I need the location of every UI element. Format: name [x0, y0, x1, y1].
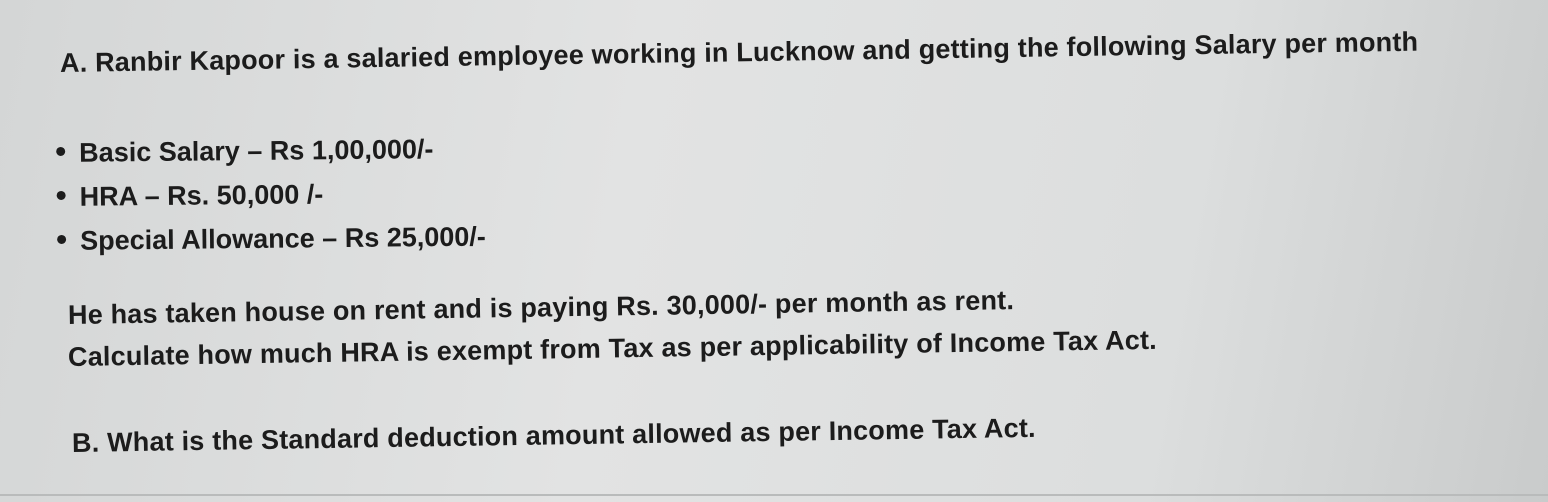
question-a-text: A. Ranbir Kapoor is a salaried employee working in Lucknow and getting the following Salary per month: [59, 26, 1419, 78]
salary-item-special-allowance: Special Allowance – Rs 25,000/-: [79, 221, 486, 256]
bullet-icon: [57, 191, 66, 200]
bullet-icon: [57, 235, 66, 244]
bullet-icon: [56, 147, 65, 156]
divider: [0, 494, 1548, 496]
question-b-text: B. What is the Standard deduction amount allowed as per Income Tax Act.: [71, 412, 1036, 458]
calculate-statement: Calculate how much HRA is exempt from Tax as per applicability of Income Tax Act.: [67, 324, 1158, 372]
salary-item-hra: HRA – Rs. 50,000 /-: [79, 179, 324, 212]
list-item: [57, 217, 486, 265]
list-item: [56, 129, 485, 177]
salary-item-basic: Basic Salary – Rs 1,00,000/-: [79, 134, 434, 168]
salary-list: [56, 129, 486, 265]
rent-statement: He has taken house on rent and is paying Rs. 30,000/- per month as rent.: [67, 285, 1015, 330]
list-item: [56, 173, 485, 221]
